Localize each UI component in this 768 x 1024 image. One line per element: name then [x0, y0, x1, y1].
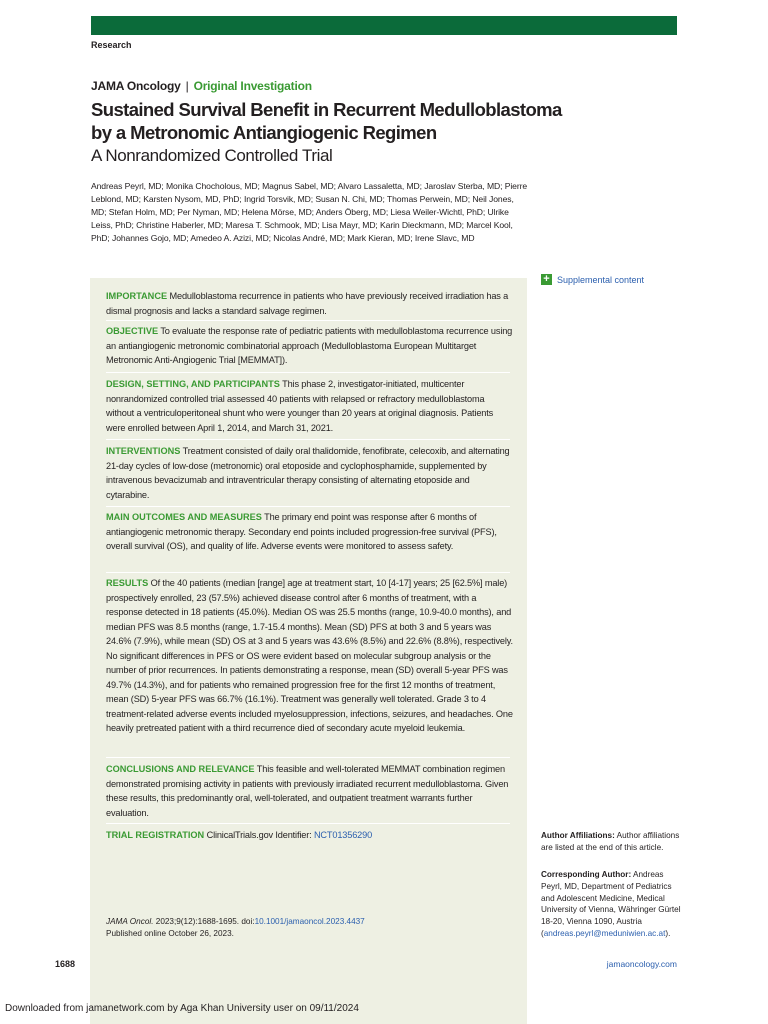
section-divider: [106, 506, 510, 507]
objective-text: To evaluate the response rate of pediatric patients with medulloblastoma recurrence using an antiangiogenic metronomic combinatorial approach (Medulloblastoma European Multitarget Metronomic Anti-Angiogenic Trial [MEMMAT]).: [106, 326, 513, 365]
results-label: RESULTS: [106, 578, 149, 588]
results-text: Of the 40 patients (median [range] age at treatment start, 10 [4-17] years; 25 [62.5%] male) prospectively enrolled, 23 (57.5%) achieved disease control after 6 months of treatment, with a response detected in 18 patients (45.0%). Median OS was 25.5 months (range, 10.9-40.0 months), and median PFS was 8.5 months (range, 1.7-15.4 months). Mean (SD) PFS at both 3 and 5 years was 24.6% (7.9%), while mean (SD) OS at 3 and 5 years was 43.6% (8.5%) and 22.6% (8.8%), respectively. No significant differences in PFS or OS were evident based on molecular subgroup analysis or the number of prior recurrences. In patients demonstrating a response, mean (SD) overall 5-year PFS was 49.7% (14.3%), and for patients who remained progression free for the first 12 months of treatment, mean (SD) 5-year PFS was 66.7% (16.1%). Treatment was generally well tolerated. Grade 3 to 4 treatment-related adverse events included myelosuppression, infections, seizures, and headaches. One heavily pretreated patient with a third recurrence died of secondary acute myeloid leukemia.: [106, 578, 513, 733]
abstract-design: [106, 377, 514, 435]
affiliations-text: Author affiliations are listed at the end of this article.: [541, 831, 680, 852]
page-number: 1688: [55, 959, 76, 969]
section-divider: [106, 572, 510, 573]
plus-icon: +: [541, 274, 552, 285]
citation-details: 2023;9(12):1688-1695. doi:: [155, 917, 255, 926]
corresponding-text: Andreas Peyrl, MD, Department of Pediatrics and Adolescent Medicine, Medical University of Vienna, Währinger Gürtel 18-20, Vienna 1090, Austria (: [541, 870, 681, 938]
published-date: Published online October 26, 2023.: [106, 928, 234, 938]
section-divider: [106, 823, 510, 824]
interventions-label: INTERVENTIONS: [106, 446, 181, 456]
section-label: Research: [91, 40, 132, 50]
corresponding-end: ).: [665, 928, 671, 938]
registration-label: TRIAL REGISTRATION: [106, 830, 205, 840]
section-divider: [106, 320, 510, 321]
abstract-interventions: [106, 444, 514, 502]
citation-journal: JAMA Oncol.: [106, 917, 154, 926]
download-note: Downloaded from jamanetwork.com by Aga Khan University user on 09/11/2024: [5, 1003, 359, 1014]
journal-name: JAMA Oncology: [91, 79, 181, 93]
corresponding-author: [541, 869, 681, 940]
abstract-objective: [106, 324, 514, 368]
objective-label: OBJECTIVE: [106, 326, 159, 336]
importance-label: IMPORTANCE: [106, 291, 168, 301]
conclusions-text: This feasible and well-tolerated MEMMAT combination regimen demonstrated promising activity in patients with previously irradiated recurrent medulloblastoma. Given these results, this predominantly oral, well-tolerated, and outpatient treatment warrants further evaluation.: [106, 764, 509, 818]
email-link[interactable]: andreas.peyrl@meduniwien.ac.at: [543, 928, 666, 938]
outcomes-label: MAIN OUTCOMES AND MEASURES: [106, 512, 262, 522]
abstract-results: [106, 576, 514, 736]
website-link[interactable]: jamaoncology.com: [606, 959, 677, 969]
design-label: DESIGN, SETTING, AND PARTICIPANTS: [106, 379, 280, 389]
abstract-importance: [106, 289, 514, 318]
abstract-outcomes: [106, 510, 514, 554]
importance-text: Medulloblastoma recurrence in patients who have previously received irradiation has a dismal prognosis and lacks a standard salvage regimen.: [106, 291, 509, 316]
supplemental-label: Supplemental content: [557, 274, 645, 285]
corresponding-label: Corresponding Author:: [541, 870, 632, 879]
registration-text: ClinicalTrials.gov Identifier:: [206, 830, 312, 840]
trial-registration-link[interactable]: NCT01356290: [313, 830, 373, 840]
section-divider: [106, 372, 510, 373]
design-text: This phase 2, investigator-initiated, multicenter nonrandomized controlled trial assessed 40 patients with relapsed or refractory medulloblastoma without a ventriculoperitoneal shunt who were younger than 20 years at original diagnosis. Patients were enrolled between April 1, 2014, and March 31, 2021.: [106, 379, 494, 433]
journal-color-bar: [91, 16, 677, 35]
conclusions-label: CONCLUSIONS AND RELEVANCE: [106, 764, 255, 774]
abstract-conclusions: [106, 762, 514, 820]
abstract-registration: [106, 828, 514, 843]
author-affiliations: [541, 830, 681, 854]
journal-separator: |: [185, 79, 189, 93]
article-type: Original Investigation: [193, 79, 312, 93]
author-list: Andreas Peyrl, MD; Monika Chocholous, MD; Magnus Sabel, MD; Alvaro Lassaletta, MD; Jaroslav Sterba, MD; Pierre Leblond, MD; Karsten Nysom, MD, PhD; Ingrid Torsvik, MD; Susan N. Chi, MD; Thomas Perwein, MD; Neil Jones, MD; Stefan Holm, MD; Per Nyman, MD; Helena Mörse, MD; Anders Öberg, MD; Liesa Weiler-Wichtl, PhD; Ulrike Leiss, PhD; Christine Haberler, MD; Maresa T. Schmook, MD; Lisa Mayr, MD; Karin Dieckmann, MD; Marcel Kool, PhD; Johannes Gojo, MD; Amedeo A. Azizi, MD; Nicolas André, MD; Mark Kieran, MD; Irene Slavc, MD: [91, 181, 528, 243]
article-title: Sustained Survival Benefit in Recurrent Medulloblastoma by a Metronomic Antiangiogenic Regimen: [91, 99, 562, 143]
outcomes-text: The primary end point was response after 6 months of antiangiogenic metronomic therapy. Secondary end points included progression-free survival (PFS), overall survival (OS), and quality of life. Adverse events were monitored to assess safety.: [106, 512, 497, 551]
section-divider: [106, 439, 510, 440]
journal-line: [91, 79, 312, 93]
interventions-text: Treatment consisted of daily oral thalidomide, fenofibrate, celecoxib, and alternating 21-day cycles of low-dose (metronomic) oral etoposide and cyclophosphamide, supplemented by intravenous bevacizumab and intraventricular therapy consisting of alternating etoposide and cytarabine.: [106, 446, 510, 500]
citation-block: [106, 916, 506, 939]
supplemental-content-link[interactable]: [541, 274, 644, 285]
affiliations-label: Author Affiliations:: [541, 831, 615, 840]
article-subtitle: A Nonrandomized Controlled Trial: [91, 146, 333, 165]
doi-link[interactable]: 10.1001/jamaoncol.2023.4437: [254, 917, 365, 926]
section-divider: [106, 757, 510, 758]
